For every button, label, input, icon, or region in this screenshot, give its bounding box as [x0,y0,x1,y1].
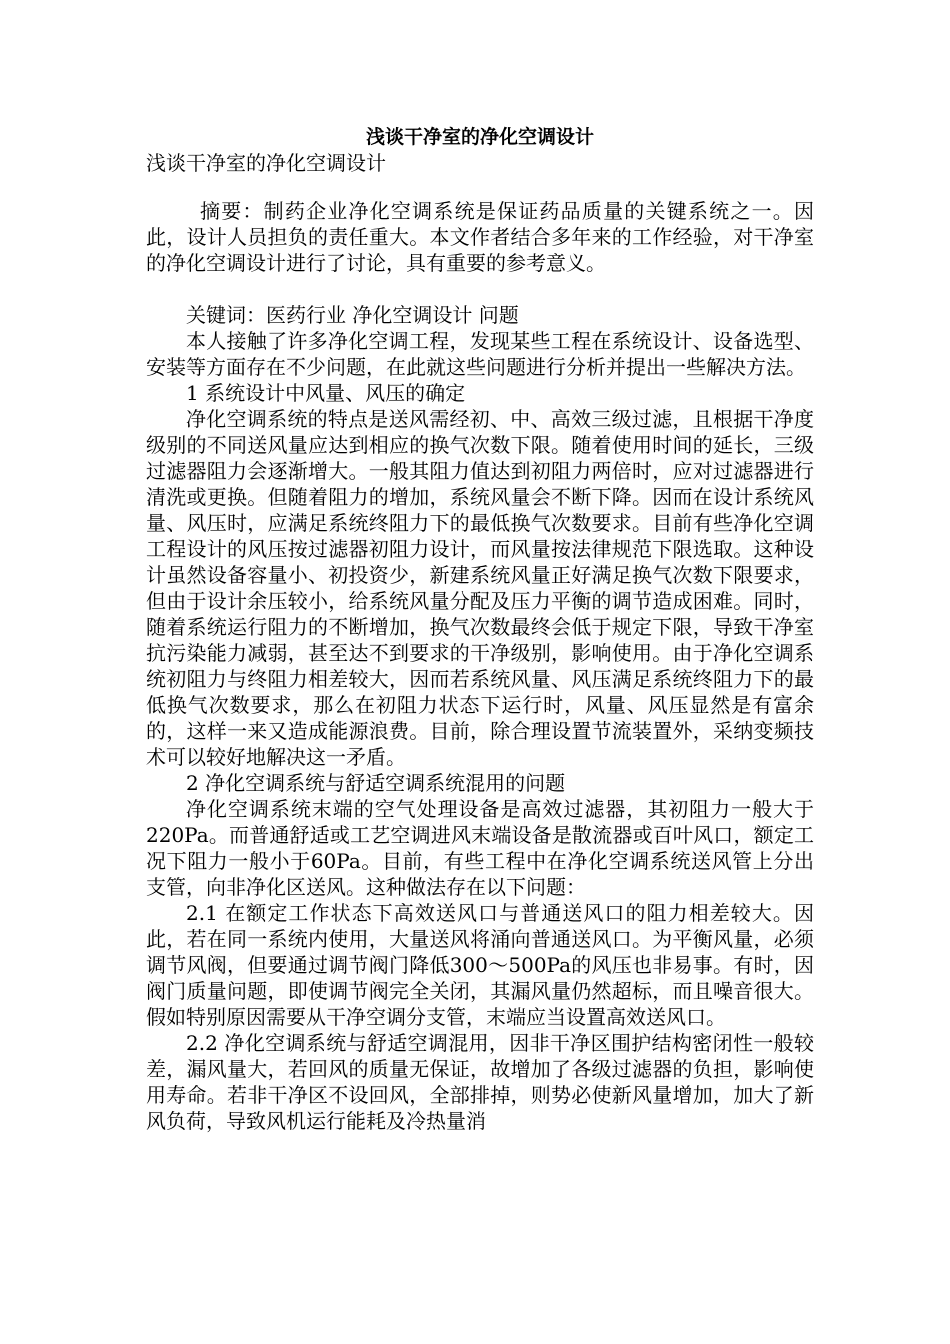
section-heading-2: 2 净化空调系统与舒适空调系统混用的问题 [186,771,566,795]
body-paragraph-2-1: 2.1 在额定工作状态下高效送风口与普通送风口的阻力相差较大。因此，若在同一系统内使用，大量送风将涌向普通送风口。为平衡风量，必须调节风阀，但要通过调节阀门降低300～500Pa的风压也非易事。有时，因阀门质量问题，即使调节阀完全关闭，其漏风量仍然超标，而且噪音很大。假如特别原因需要从干净空调分支管，末端应当设置高效送风口。 [146,901,814,1029]
document-page [146,0,814,1344]
body-paragraph-section-1: 净化空调系统的特点是送风需经初、中、高效三级过滤，且根据干净度级别的不同送风量应达到相应的换气次数下限。随着使用时间的延长，三级过滤器阻力会逐渐增大。一般其阻力值达到初阻力两倍时，应对过滤器进行清洗或更换。但随着阻力的增加，系统风量会不断下降。因而在设计系统风量、风压时，应满足系统终阻力下的最低换气次数要求。目前有些净化空调工程设计的风压按过滤器初阻力设计，而风量按法律规范下限选取。这种设计虽然设备容量小、初投资少，新建系统风量正好满足换气次数下限要求，但由于设计余压较小，给系统风量分配及压力平衡的调节造成困难。同时，随着系统运行阻力的不断增加，换气次数最终会低于规定下限，导致干净室抗污染能力减弱，甚至达不到要求的干净级别，影响使用。由于净化空调系统初阻力与终阻力相差较大，因而若系统风量、风压满足系统终阻力下的最低换气次数要求，那么在初阻力状态下运行时，风量、风压显然是有富余的，这样一来又造成能源浪费。目前，除合理设置节流装置外，采纳变频技术可以较好地解决这一矛盾。 [146,407,814,769]
body-paragraph-section-2: 净化空调系统末端的空气处理设备是高效过滤器，其初阻力一般大于220Pa。而普通舒适或工艺空调进风末端设备是散流器或百叶风口，额定工况下阻力一般小于60Pa。目前，有些工程中在净化空调系统送风管上分出支管，向非净化区送风。这种做法存在以下问题： [146,797,814,899]
body-paragraph-2-2: 2.2 净化空调系统与舒适空调混用，因非干净区围护结构密闭性一般较差，漏风量大，若回风的质量无保证，故增加了各级过滤器的负担，影响使用寿命。若非干净区不设回风，全部排掉，则势必使新风量增加，加大了新风负荷，导致风机运行能耗及冷热量消 [146,1031,814,1133]
abstract-paragraph: 摘要：制药企业净化空调系统是保证药品质量的关键系统之一。因此，设计人员担负的责任重大。本文作者结合多年来的工作经验，对干净室的净化空调设计进行了讨论，具有重要的参考意义。 [146,199,814,275]
body-paragraph-intro: 本人接触了许多净化空调工程，发现某些工程在系统设计、设备选型、安装等方面存在不少问题，在此就这些问题进行分析并提出一些解决方法。 [146,329,814,379]
document-body [146,198,814,1134]
document-subtitle: 浅谈干净室的净化空调设计 [146,151,386,175]
document-title: 浅谈干净室的净化空调设计 [365,126,594,148]
section-heading-1: 1 系统设计中风量、风压的确定 [186,381,466,405]
keywords-line: 关键词：医药行业 净化空调设计 问题 [186,303,519,327]
